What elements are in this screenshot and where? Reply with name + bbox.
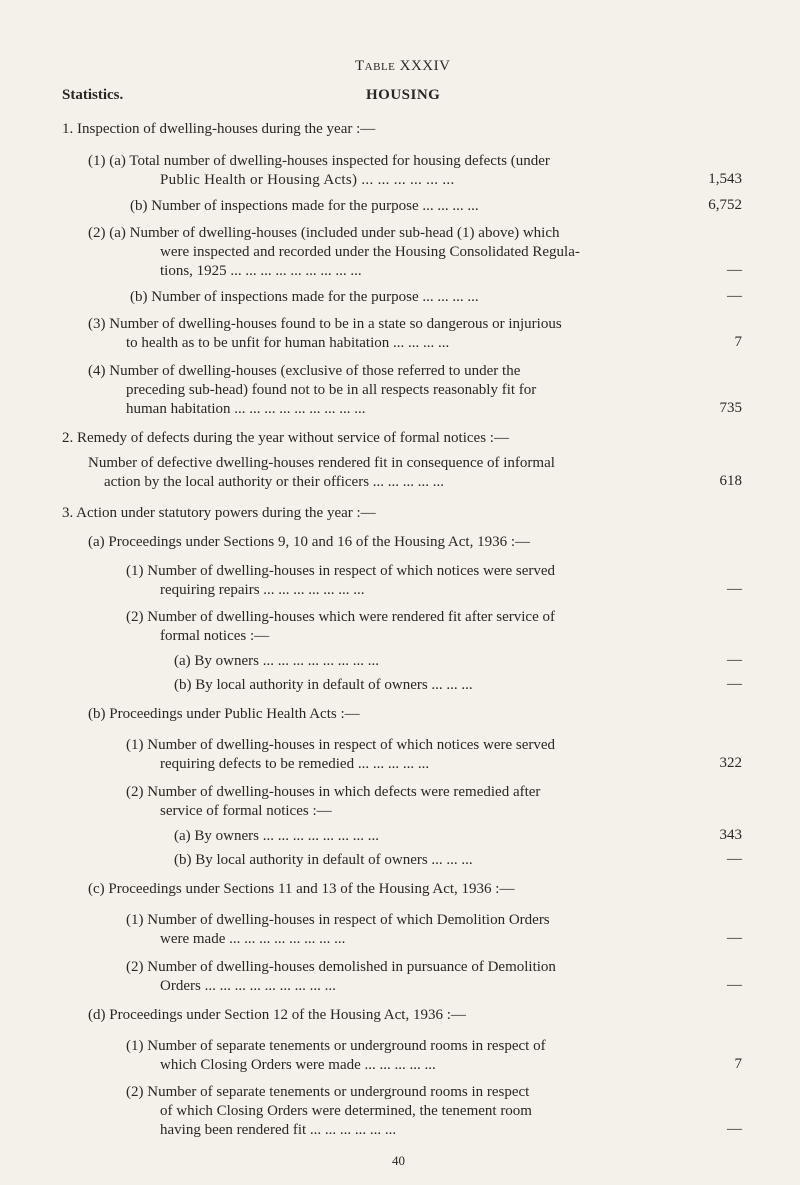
value-1-2a: — bbox=[727, 262, 742, 278]
page-number: 40 bbox=[392, 1153, 405, 1168]
item-3b-1-line1: (1) Number of dwelling-houses in respect of which notices were served bbox=[126, 737, 556, 753]
item-1-4-line3: human habitation ... ... ... ... ... ... ... ... ... bbox=[126, 401, 366, 417]
value-1-4: 735 bbox=[719, 400, 742, 416]
item-1-2b: (b) Number of inspections made for the purpose ... ... ... ... bbox=[130, 289, 479, 305]
item-3c-heading: (c) Proceedings under Sections 11 and 13 of the Housing Act, 1936 :— bbox=[88, 881, 515, 897]
value-3b-1: 322 bbox=[719, 755, 742, 771]
item-2-heading: 2. Remedy of defects during the year without service of formal notices :— bbox=[62, 430, 509, 446]
item-3c-2-line1: (2) Number of dwelling-houses demolished in pursuance of Demolition bbox=[126, 959, 556, 975]
value-3d-1: 7 bbox=[734, 1056, 742, 1072]
value-3c-1: — bbox=[727, 930, 742, 946]
item-3d-1-line2: which Closing Orders were made ... ... ... ... ... bbox=[160, 1057, 436, 1073]
section-heading: HOUSING bbox=[366, 87, 441, 103]
item-1-1b: (b) Number of inspections made for the purpose ... ... ... ... bbox=[130, 198, 479, 214]
item-1-1a-line2: Public Health or Housing Acts) ... ... ... ... ... ... bbox=[160, 172, 455, 188]
item-1-3-line2: to health as to be unfit for human habitation ... ... ... ... bbox=[126, 335, 450, 351]
value-3c-2: — bbox=[727, 977, 742, 993]
item-1-4-line1: (4) Number of dwelling-houses (exclusive of those referred to under the bbox=[88, 363, 521, 379]
item-1-4-line2: preceding sub-head) found not to be in all respects reasonably fit for bbox=[126, 382, 537, 398]
item-1-1a-line1: (1) (a) Total number of dwelling-houses inspected for housing defects (under bbox=[88, 153, 550, 169]
item-3a-2-line1: (2) Number of dwelling-houses which were rendered fit after service of bbox=[126, 609, 555, 625]
item-1-2a-line2: were inspected and recorded under the Housing Consolidated Regula- bbox=[160, 244, 580, 260]
item-3-heading: 3. Action under statutory powers during the year :— bbox=[62, 505, 376, 521]
item-3b-2-line1: (2) Number of dwelling-houses in which defects were remedied after bbox=[126, 784, 541, 800]
value-1-3: 7 bbox=[734, 334, 742, 350]
item-3a-1-line2: requiring repairs ... ... ... ... ... ... ... bbox=[160, 582, 365, 598]
item-3d-heading: (d) Proceedings under Section 12 of the Housing Act, 1936 :— bbox=[88, 1007, 466, 1023]
value-1-1a: 1,543 bbox=[708, 171, 742, 187]
value-3b-2a: 343 bbox=[719, 827, 742, 843]
table-title: Table XXXIV bbox=[355, 58, 451, 74]
value-3d-2: — bbox=[727, 1121, 742, 1137]
item-3a-heading: (a) Proceedings under Sections 9, 10 and 16 of the Housing Act, 1936 :— bbox=[88, 534, 531, 550]
item-3b-2-line2: service of formal notices :— bbox=[160, 803, 332, 819]
value-3b-2b: — bbox=[727, 851, 742, 867]
item-3c-1-line2: were made ... ... ... ... ... ... ... ... bbox=[160, 931, 346, 947]
side-label: Statistics. bbox=[62, 87, 124, 103]
item-3c-2-line2: Orders ... ... ... ... ... ... ... ... ... bbox=[160, 978, 336, 994]
item-3b-2a: (a) By owners ... ... ... ... ... ... ... ... bbox=[174, 828, 379, 844]
item-3c-1-line1: (1) Number of dwelling-houses in respect of which Demolition Orders bbox=[126, 912, 550, 928]
item-3b-2b: (b) By local authority in default of owners ... ... ... bbox=[174, 852, 473, 868]
item-2-line1: Number of defective dwelling-houses rendered fit in consequence of informal bbox=[88, 455, 555, 471]
value-3a-2a: — bbox=[727, 652, 742, 668]
value-3a-2b: — bbox=[727, 676, 742, 692]
item-3a-1-line1: (1) Number of dwelling-houses in respect of which notices were served bbox=[126, 563, 556, 579]
item-3d-2-line1: (2) Number of separate tenements or underground rooms in respect bbox=[126, 1084, 530, 1100]
item-1-heading: 1. Inspection of dwelling-houses during the year :— bbox=[62, 121, 376, 137]
value-1-1b: 6,752 bbox=[708, 197, 742, 213]
item-1-2a-line3: tions, 1925 ... ... ... ... ... ... ... ... ... bbox=[160, 263, 362, 279]
item-3a-2b: (b) By local authority in default of owners ... ... ... bbox=[174, 677, 473, 693]
item-3a-2-line2: formal notices :— bbox=[160, 628, 270, 644]
item-3b-heading: (b) Proceedings under Public Health Acts :— bbox=[88, 706, 360, 722]
item-3d-2-line3: having been rendered fit ... ... ... ... ... ... bbox=[160, 1122, 397, 1138]
value-3a-1: — bbox=[727, 581, 742, 597]
value-2: 618 bbox=[719, 473, 742, 489]
item-3b-1-line2: requiring defects to be remedied ... ... ... ... ... bbox=[160, 756, 430, 772]
item-3a-2a: (a) By owners ... ... ... ... ... ... ... ... bbox=[174, 653, 379, 669]
item-2-line2: action by the local authority or their officers ... ... ... ... ... bbox=[104, 474, 445, 490]
item-3d-2-line2: of which Closing Orders were determined, the tenement room bbox=[160, 1103, 532, 1119]
item-1-3-line1: (3) Number of dwelling-houses found to be in a state so dangerous or injurious bbox=[88, 316, 562, 332]
item-1-2a-line1: (2) (a) Number of dwelling-houses (included under sub-head (1) above) which bbox=[88, 225, 560, 241]
item-3d-1-line1: (1) Number of separate tenements or underground rooms in respect of bbox=[126, 1038, 546, 1054]
value-1-2b: — bbox=[727, 288, 742, 304]
